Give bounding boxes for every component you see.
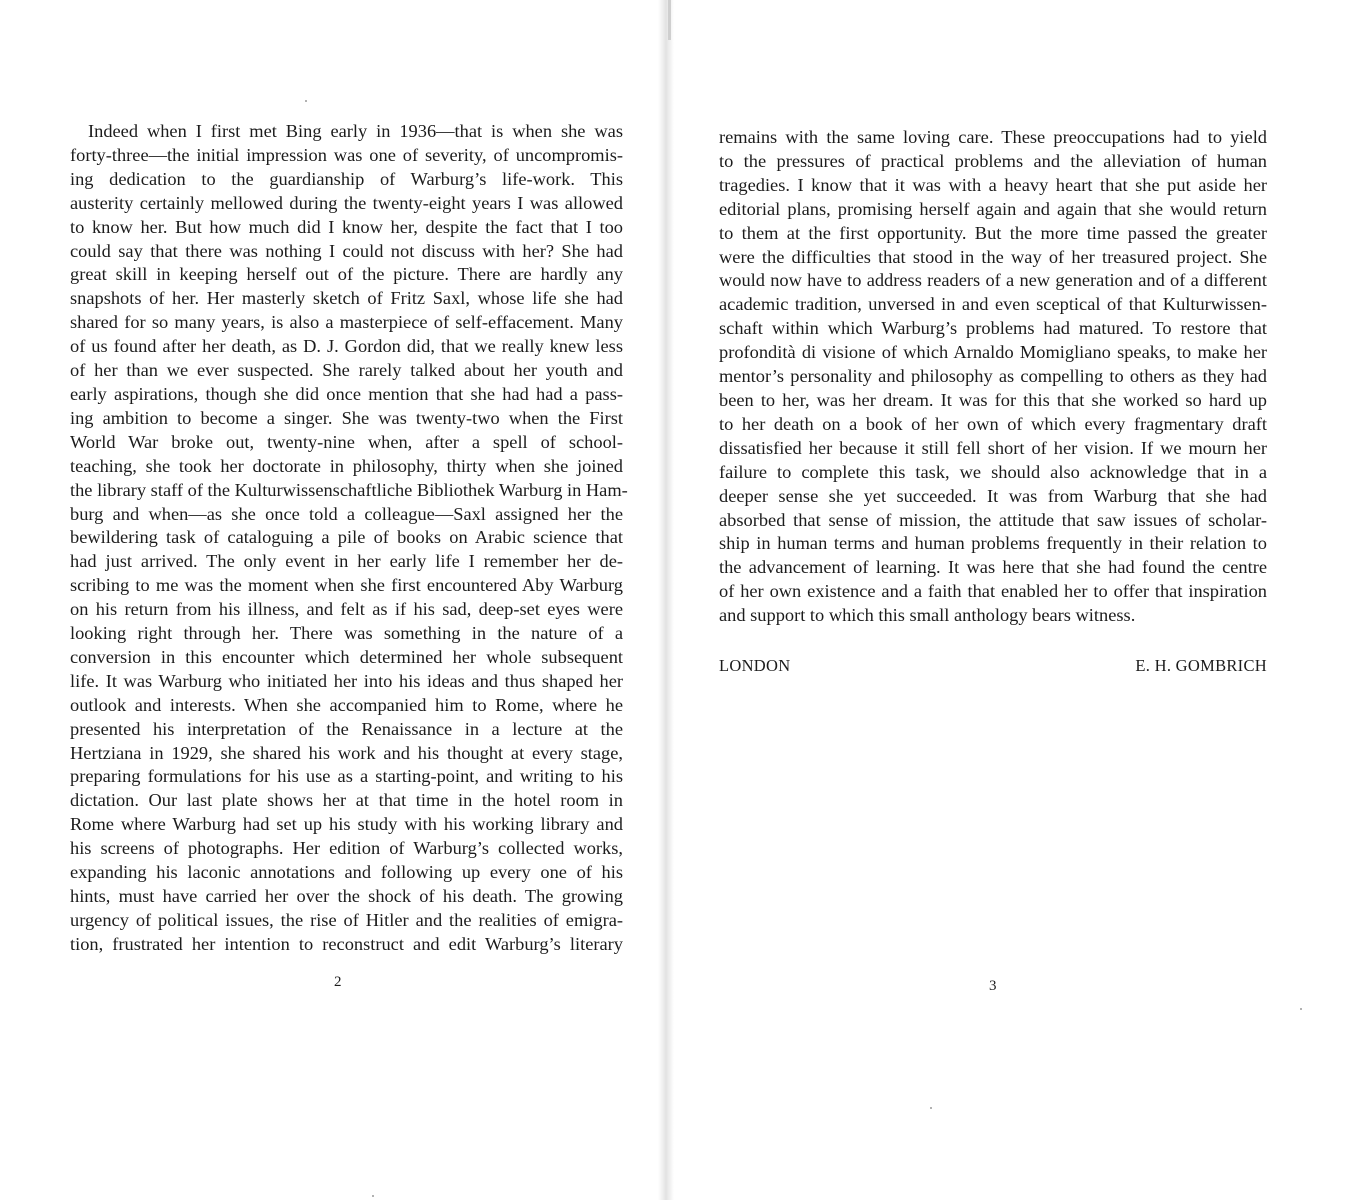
text-line: could say that there was nothing I could not discuss with her? She had bbox=[70, 240, 623, 261]
text-line: scribing to me was the moment when she first encountered Aby Warburg bbox=[70, 575, 623, 596]
text-line: presented his interpretation of the Renaissance in a lecture at the bbox=[70, 718, 623, 739]
text-line: tion, frustrated her intention to reconstruct and edit Warburg’s literary bbox=[70, 933, 623, 954]
text-line: ing dedication to the guardianship of Warburg’s life-work. This bbox=[70, 168, 623, 189]
text-line: dictation. Our last plate shows her at that time in the hotel room in bbox=[70, 790, 623, 811]
text-line: hints, must have carried her over the shock of his death. The growing bbox=[70, 886, 623, 906]
text-line: the advancement of learning. It was here that she had found the centre bbox=[719, 557, 1267, 578]
left-page bbox=[0, 0, 660, 1200]
text-line: remains with the same loving care. These preoccupations had to yield bbox=[719, 127, 1267, 147]
text-line: his screens of photographs. Her edition of Warburg’s collected works, bbox=[70, 838, 623, 859]
text-line: profondità di visione of which Arnaldo Momigliano speaks, to make her bbox=[719, 342, 1267, 363]
text-line: austerity certainly mellowed during the twenty-eight years I was allowed bbox=[70, 192, 623, 213]
page-number: 3 bbox=[989, 978, 997, 994]
text-line: burg and when—as she once told a colleague—Saxl assigned her the bbox=[70, 503, 623, 524]
text-line: of her than we ever suspected. She rarely talked about her youth and bbox=[70, 360, 623, 381]
page-number: 2 bbox=[334, 974, 342, 990]
left-page-text bbox=[70, 120, 628, 957]
text-line: tragedies. I know that it was with a heavy heart that she put aside her bbox=[719, 174, 1267, 195]
text-line: to her death on a book of her own of which every fragmentary draft bbox=[719, 413, 1267, 434]
text-line: dissatisfied her because it still fell short of her vision. If we mourn her bbox=[719, 437, 1267, 458]
text-line: bewildering task of cataloguing a pile of books on Arabic science that bbox=[70, 527, 623, 548]
text-line: to know her. But how much did I know her, despite the fact that I too bbox=[70, 216, 623, 237]
text-line: ship in human terms and human problems frequently in their relation to bbox=[719, 533, 1267, 554]
gutter-shadow bbox=[668, 0, 671, 40]
text-line: absorbed that sense of mission, the attitude that saw issues of scholar- bbox=[719, 509, 1267, 530]
paper-speck bbox=[930, 1107, 932, 1109]
text-line: urgency of political issues, the rise of Hitler and the realities of emigra- bbox=[70, 909, 623, 930]
text-line: shared for so many years, is also a masterpiece of self-effacement. Many bbox=[70, 312, 623, 333]
text-line: editorial plans, promising herself again and again that she would return bbox=[719, 198, 1267, 219]
text-line: expanding his laconic annotations and following up every one of his bbox=[70, 862, 623, 883]
text-line: forty-three—the initial impression was one of severity, of uncompromis- bbox=[70, 144, 623, 165]
author-name: E. H. GOMBRICH bbox=[1135, 656, 1267, 675]
paper-speck bbox=[1300, 1008, 1302, 1010]
text-line: conversion in this encounter which determined her whole subsequent bbox=[70, 646, 623, 667]
text-line: mentor’s personality and philosophy as compelling to others as they had bbox=[719, 366, 1267, 387]
text-line: academic tradition, unversed in and even sceptical of that Kulturwissen- bbox=[719, 294, 1267, 315]
text-line: World War broke out, twenty-nine when, after a spell of school- bbox=[70, 431, 623, 452]
paper-speck bbox=[305, 100, 307, 102]
text-line: Hertziana in 1929, she shared his work and his thought at every stage, bbox=[70, 742, 623, 763]
text-line: ing ambition to become a singer. She was twenty-two when the First bbox=[70, 407, 623, 428]
text-line: on his return from his illness, and felt as if his sad, deep-set eyes were bbox=[70, 599, 623, 620]
text-line: the library staff of the Kulturwissenschaftliche Bibliothek Warburg in Ham- bbox=[70, 479, 628, 500]
text-line: snapshots of her. Her masterly sketch of Fritz Saxl, whose life she had bbox=[70, 288, 623, 309]
text-line: to them at the first opportunity. But the more time passed the greater bbox=[719, 222, 1267, 243]
text-line: were the difficulties that stood in the way of her treasured project. She bbox=[719, 246, 1267, 267]
signature-line bbox=[719, 656, 1267, 676]
text-line: had just arrived. The only event in her early life I remember her de- bbox=[70, 551, 623, 572]
text-line: great skill in keeping herself out of the picture. There are hardly any bbox=[70, 264, 623, 285]
text-line: deeper sense she yet succeeded. It was from Warburg that she had bbox=[719, 485, 1267, 506]
text-line: Indeed when I first met Bing early in 1936—that is when she was bbox=[88, 121, 623, 141]
right-page-text bbox=[719, 126, 1267, 628]
text-line: of her own existence and a faith that enabled her to offer that inspiration bbox=[719, 581, 1267, 602]
paper-speck bbox=[372, 1195, 374, 1197]
text-line: schaft within which Warburg’s problems had matured. To restore that bbox=[719, 318, 1267, 339]
text-line: been to her, was her dream. It was for this that she worked so hard up bbox=[719, 389, 1267, 410]
text-line: early aspirations, though she did once mention that she had had a pass- bbox=[70, 383, 623, 404]
text-line: to the pressures of practical problems and the alleviation of human bbox=[719, 150, 1267, 171]
text-line: of us found after her death, as D. J. Gordon did, that we really knew less bbox=[70, 336, 623, 357]
text-line: life. It was Warburg who initiated her into his ideas and thus shaped her bbox=[70, 670, 623, 691]
text-line: Rome where Warburg had set up his study with his working library and bbox=[70, 814, 623, 835]
text-line: and support to which this small anthology bears witness. bbox=[719, 605, 1136, 626]
text-line: would now have to address readers of a new generation and of a different bbox=[719, 270, 1267, 291]
place-name: LONDON bbox=[719, 656, 791, 675]
text-line: looking right through her. There was something in the nature of a bbox=[70, 623, 623, 644]
text-line: failure to complete this task, we should also acknowledge that in a bbox=[719, 461, 1267, 482]
text-line: outlook and interests. When she accompanied him to Rome, where he bbox=[70, 694, 623, 715]
text-line: teaching, she took her doctorate in philosophy, thirty when she joined bbox=[70, 455, 623, 476]
right-page bbox=[672, 0, 1367, 1200]
text-line: preparing formulations for his use as a starting-point, and writing to his bbox=[70, 766, 623, 787]
